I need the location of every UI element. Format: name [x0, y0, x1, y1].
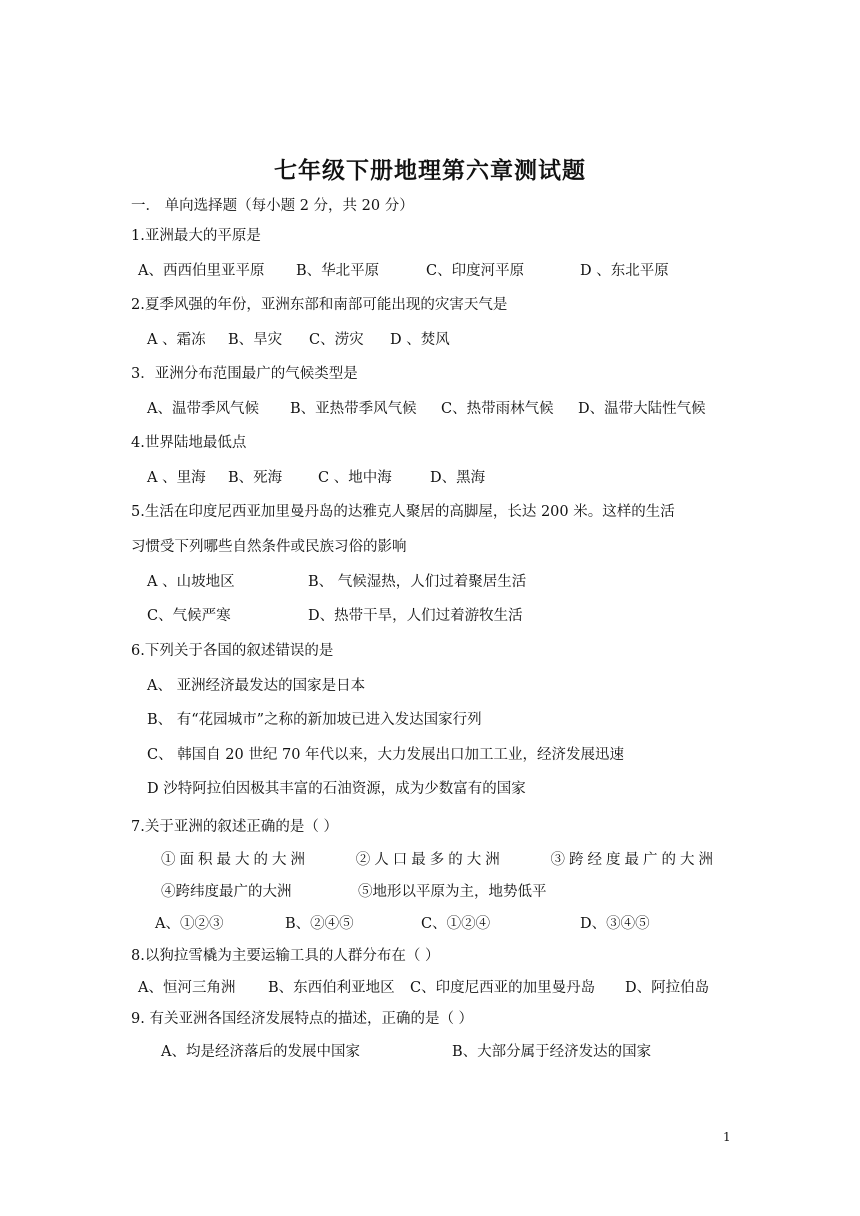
question-9-option-b: B、大部分属于经济发达的国家 — [452, 1044, 652, 1060]
question-5-stem-line-1: 5.生活在印度尼西亚加里曼丹岛的达雅克人聚居的高脚屋，长达 200 米。这样的生活 — [131, 504, 675, 520]
question-7-option-a: A、①②③ — [155, 916, 224, 932]
question-8-option-d: D、阿拉伯岛 — [625, 980, 710, 996]
question-2-option-c: C、涝灾 — [309, 332, 364, 348]
question-7-option-d: D、③④⑤ — [580, 916, 650, 932]
question-4-stem: 4.世界陆地最低点 — [131, 435, 247, 451]
question-4-option-c: C 、地中海 — [318, 470, 392, 486]
question-1-option-d: D 、东北平原 — [580, 263, 669, 279]
question-9-option-a: A、均是经济落后的发展中国家 — [161, 1044, 360, 1060]
question-6-option-d: D 沙特阿拉伯因极其丰富的石油资源，成为少数富有的国家 — [147, 781, 526, 797]
question-2-option-a: A 、霜冻 — [147, 332, 206, 348]
question-3-option-a: A、温带季风气候 — [147, 401, 259, 417]
section-heading: 一． 单向选择题（每小题 2 分，共 20 分） — [131, 198, 414, 214]
question-2-option-b: B、旱灾 — [228, 332, 283, 348]
question-4-option-a: A 、里海 — [147, 470, 206, 486]
question-8-option-c: C、印度尼西亚的加里曼丹岛 — [410, 980, 596, 996]
question-3-option-d: D、温带大陆性气候 — [578, 401, 706, 417]
question-8-option-b: B、东西伯利亚地区 — [268, 980, 395, 996]
question-7-statement-3: ③跨经度最广的大洲 — [550, 852, 717, 868]
question-4-option-d: D、黑海 — [430, 470, 486, 486]
question-3-option-b: B、亚热带季风气候 — [290, 401, 417, 417]
question-5-option-a: A 、山坡地区 — [147, 574, 235, 590]
question-4-option-b: B、死海 — [228, 470, 283, 486]
question-5-option-b: B、 气候湿热，人们过着聚居生活 — [308, 574, 527, 590]
question-8-option-a: A、恒河三角洲 — [138, 980, 236, 996]
question-5-option-c: C、气候严寒 — [147, 608, 231, 624]
question-2-option-d: D 、焚风 — [390, 332, 450, 348]
question-7-statement-1: ①面积最大的大洲 — [161, 852, 309, 868]
question-9-stem: 9. 有关亚洲各国经济发展特点的描述，正确的是（ ） — [131, 1011, 474, 1027]
question-6-option-b: B、 有“花园城市”之称的新加坡已进入发达国家行列 — [147, 712, 482, 728]
question-7-statement-5: ⑤地形以平原为主，地势低平 — [358, 884, 547, 900]
question-5-stem-line-2: 习惯受下列哪些自然条件或民族习俗的影响 — [131, 539, 407, 555]
question-7-option-b: B、②④⑤ — [285, 916, 354, 932]
question-1-option-b: B、华北平原 — [296, 263, 380, 279]
question-6-stem: 6.下列关于各国的叙述错误的是 — [131, 643, 334, 659]
question-8-stem: 8.以狗拉雪橇为主要运输工具的人群分布在（ ） — [131, 948, 440, 964]
page-title: 七年级下册地理第六章测试题 — [274, 157, 586, 184]
question-5-option-d: D、热带干旱，人们过着游牧生活 — [308, 608, 523, 624]
question-2-stem: 2.夏季风强的年份，亚洲东部和南部可能出现的灾害天气是 — [131, 297, 508, 313]
question-3-stem: 3．亚洲分布范围最广的气候类型是 — [131, 366, 358, 382]
question-1-option-a: A、西西伯里亚平原 — [138, 263, 265, 279]
question-7-statement-2: ②人口最多的大洲 — [355, 852, 504, 868]
question-7-option-c: C、①②④ — [421, 916, 491, 932]
question-1-stem: 1.亚洲最大的平原是 — [131, 228, 261, 244]
question-3-option-c: C、热带雨林气候 — [441, 401, 554, 417]
question-7-statement-4: ④跨纬度最广的大洲 — [161, 884, 292, 900]
question-6-option-c: C、 韩国自 20 世纪 70 年代以来，大力发展出口加工工业，经济发展迅速 — [147, 747, 625, 763]
question-7-stem: 7.关于亚洲的叙述正确的是（ ） — [131, 819, 338, 835]
question-6-option-a: A、 亚洲经济最发达的国家是日本 — [147, 678, 366, 694]
question-1-option-c: C、印度河平原 — [426, 263, 525, 279]
page-number: 1 — [723, 1130, 731, 1144]
question-7-statements-row-1 — [161, 848, 717, 869]
